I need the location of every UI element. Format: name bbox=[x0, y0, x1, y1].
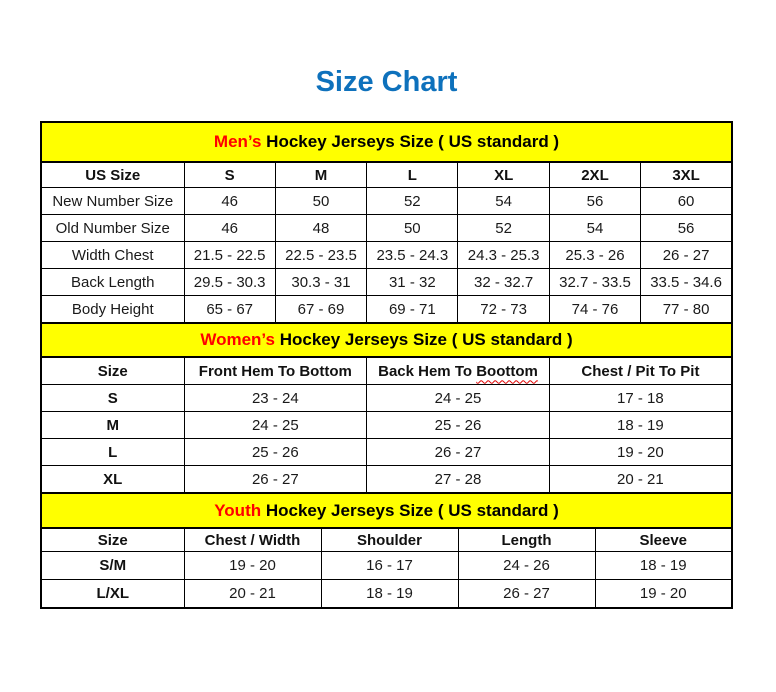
mens-row-label-4: Body Height bbox=[41, 296, 184, 324]
womens-cell-0-2: 17 - 18 bbox=[549, 385, 732, 412]
womens-banner-row bbox=[41, 323, 732, 357]
youth-cell-1-2: 26 - 27 bbox=[458, 580, 595, 609]
mens-banner-row bbox=[41, 122, 732, 162]
womens-col-header-1: Front Hem To Bottom bbox=[184, 357, 367, 385]
youth-cell-1-3: 19 - 20 bbox=[595, 580, 732, 609]
womens-col-header-0: Size bbox=[41, 357, 184, 385]
mens-header-row bbox=[41, 162, 732, 188]
womens-table-row-1 bbox=[41, 412, 732, 439]
mens-size-table bbox=[40, 121, 733, 324]
mens-cell-1-2: 50 bbox=[367, 215, 458, 242]
mens-col-header-2: M bbox=[275, 162, 366, 188]
youth-col-header-3: Length bbox=[458, 528, 595, 552]
youth-table-title bbox=[41, 493, 732, 528]
womens-table-row-3 bbox=[41, 466, 732, 494]
mens-cell-1-5: 56 bbox=[641, 215, 732, 242]
mens-table-row-0 bbox=[41, 188, 732, 215]
mens-title-rest: Hockey Jerseys Size ( US standard ) bbox=[261, 132, 560, 151]
mens-cell-0-2: 52 bbox=[367, 188, 458, 215]
womens-row-label-3: XL bbox=[41, 466, 184, 494]
mens-cell-4-3: 72 - 73 bbox=[458, 296, 549, 324]
womens-title-rest: Hockey Jerseys Size ( US standard ) bbox=[274, 330, 573, 349]
mens-cell-3-2: 31 - 32 bbox=[367, 269, 458, 296]
womens-cell-1-1: 25 - 26 bbox=[367, 412, 550, 439]
womens-cell-1-2: 18 - 19 bbox=[549, 412, 732, 439]
youth-col-header-1: Chest / Width bbox=[184, 528, 321, 552]
womens-row-label-2: L bbox=[41, 439, 184, 466]
mens-cell-2-5: 26 - 27 bbox=[641, 242, 732, 269]
mens-cell-2-3: 24.3 - 25.3 bbox=[458, 242, 549, 269]
misspelled-word: Boottom bbox=[476, 362, 538, 380]
mens-cell-4-4: 74 - 76 bbox=[549, 296, 640, 324]
mens-cell-4-5: 77 - 80 bbox=[641, 296, 732, 324]
youth-cell-0-3: 18 - 19 bbox=[595, 552, 732, 580]
womens-cell-2-2: 19 - 20 bbox=[549, 439, 732, 466]
mens-row-label-3: Back Length bbox=[41, 269, 184, 296]
womens-cell-1-0: 24 - 25 bbox=[184, 412, 367, 439]
mens-cell-0-1: 50 bbox=[275, 188, 366, 215]
mens-table-row-2 bbox=[41, 242, 732, 269]
mens-cell-1-1: 48 bbox=[275, 215, 366, 242]
mens-title-accent: Men’s bbox=[213, 132, 262, 151]
womens-table-row-2 bbox=[41, 439, 732, 466]
womens-cell-2-0: 25 - 26 bbox=[184, 439, 367, 466]
youth-cell-1-1: 18 - 19 bbox=[321, 580, 458, 609]
youth-cell-0-0: 19 - 20 bbox=[184, 552, 321, 580]
youth-banner-row bbox=[41, 493, 732, 528]
mens-cell-3-3: 32 - 32.7 bbox=[458, 269, 549, 296]
youth-col-header-4: Sleeve bbox=[595, 528, 732, 552]
mens-cell-3-0: 29.5 - 30.3 bbox=[184, 269, 275, 296]
mens-row-label-2: Width Chest bbox=[41, 242, 184, 269]
mens-col-header-4: XL bbox=[458, 162, 549, 188]
womens-cell-0-1: 24 - 25 bbox=[367, 385, 550, 412]
mens-cell-0-4: 56 bbox=[549, 188, 640, 215]
youth-row-label-1: L/XL bbox=[41, 580, 184, 609]
mens-cell-4-2: 69 - 71 bbox=[367, 296, 458, 324]
youth-table-row-1 bbox=[41, 580, 732, 609]
womens-cell-2-1: 26 - 27 bbox=[367, 439, 550, 466]
mens-col-header-5: 2XL bbox=[549, 162, 640, 188]
mens-col-header-6: 3XL bbox=[641, 162, 732, 188]
womens-title-accent: Women’s bbox=[200, 330, 275, 349]
womens-table-row-0 bbox=[41, 385, 732, 412]
mens-cell-2-0: 21.5 - 22.5 bbox=[184, 242, 275, 269]
womens-cell-3-0: 26 - 27 bbox=[184, 466, 367, 494]
mens-cell-4-0: 65 - 67 bbox=[184, 296, 275, 324]
mens-cell-1-4: 54 bbox=[549, 215, 640, 242]
size-tables-stack bbox=[40, 121, 733, 609]
mens-cell-1-3: 52 bbox=[458, 215, 549, 242]
womens-cell-3-1: 27 - 28 bbox=[367, 466, 550, 494]
womens-cell-3-2: 20 - 21 bbox=[549, 466, 732, 494]
womens-col-header-3: Chest / Pit To Pit bbox=[549, 357, 732, 385]
mens-cell-4-1: 67 - 69 bbox=[275, 296, 366, 324]
womens-col-header-2 bbox=[367, 357, 550, 385]
youth-cell-1-0: 20 - 21 bbox=[184, 580, 321, 609]
youth-cell-0-2: 24 - 26 bbox=[458, 552, 595, 580]
youth-col-header-2: Shoulder bbox=[321, 528, 458, 552]
womens-col-header-2-text: Back Hem To bbox=[378, 362, 477, 380]
womens-size-table bbox=[40, 322, 733, 494]
mens-col-header-0: US Size bbox=[41, 162, 184, 188]
mens-cell-3-1: 30.3 - 31 bbox=[275, 269, 366, 296]
mens-cell-0-3: 54 bbox=[458, 188, 549, 215]
mens-cell-0-0: 46 bbox=[184, 188, 275, 215]
youth-cell-0-1: 16 - 17 bbox=[321, 552, 458, 580]
mens-row-label-0: New Number Size bbox=[41, 188, 184, 215]
mens-cell-2-2: 23.5 - 24.3 bbox=[367, 242, 458, 269]
mens-cell-1-0: 46 bbox=[184, 215, 275, 242]
mens-table-title bbox=[41, 122, 732, 162]
youth-title-accent: Youth bbox=[214, 500, 262, 520]
youth-col-header-0: Size bbox=[41, 528, 184, 552]
youth-title-rest: Hockey Jerseys Size ( US standard ) bbox=[261, 500, 559, 520]
mens-cell-2-4: 25.3 - 26 bbox=[549, 242, 640, 269]
mens-cell-3-4: 32.7 - 33.5 bbox=[549, 269, 640, 296]
mens-col-header-1: S bbox=[184, 162, 275, 188]
youth-size-table bbox=[40, 492, 733, 609]
mens-table-row-1 bbox=[41, 215, 732, 242]
womens-cell-0-0: 23 - 24 bbox=[184, 385, 367, 412]
page-title: Size Chart bbox=[315, 66, 458, 98]
womens-table-title bbox=[41, 323, 732, 357]
mens-cell-0-5: 60 bbox=[641, 188, 732, 215]
womens-header-row bbox=[41, 357, 732, 385]
mens-cell-3-5: 33.5 - 34.6 bbox=[641, 269, 732, 296]
mens-col-header-3: L bbox=[367, 162, 458, 188]
womens-row-label-1: M bbox=[41, 412, 184, 439]
youth-header-row bbox=[41, 528, 732, 552]
youth-row-label-0: S/M bbox=[41, 552, 184, 580]
mens-table-row-4 bbox=[41, 296, 732, 324]
youth-table-row-0 bbox=[41, 552, 732, 580]
mens-row-label-1: Old Number Size bbox=[41, 215, 184, 242]
womens-row-label-0: S bbox=[41, 385, 184, 412]
mens-table-row-3 bbox=[41, 269, 732, 296]
mens-cell-2-1: 22.5 - 23.5 bbox=[275, 242, 366, 269]
